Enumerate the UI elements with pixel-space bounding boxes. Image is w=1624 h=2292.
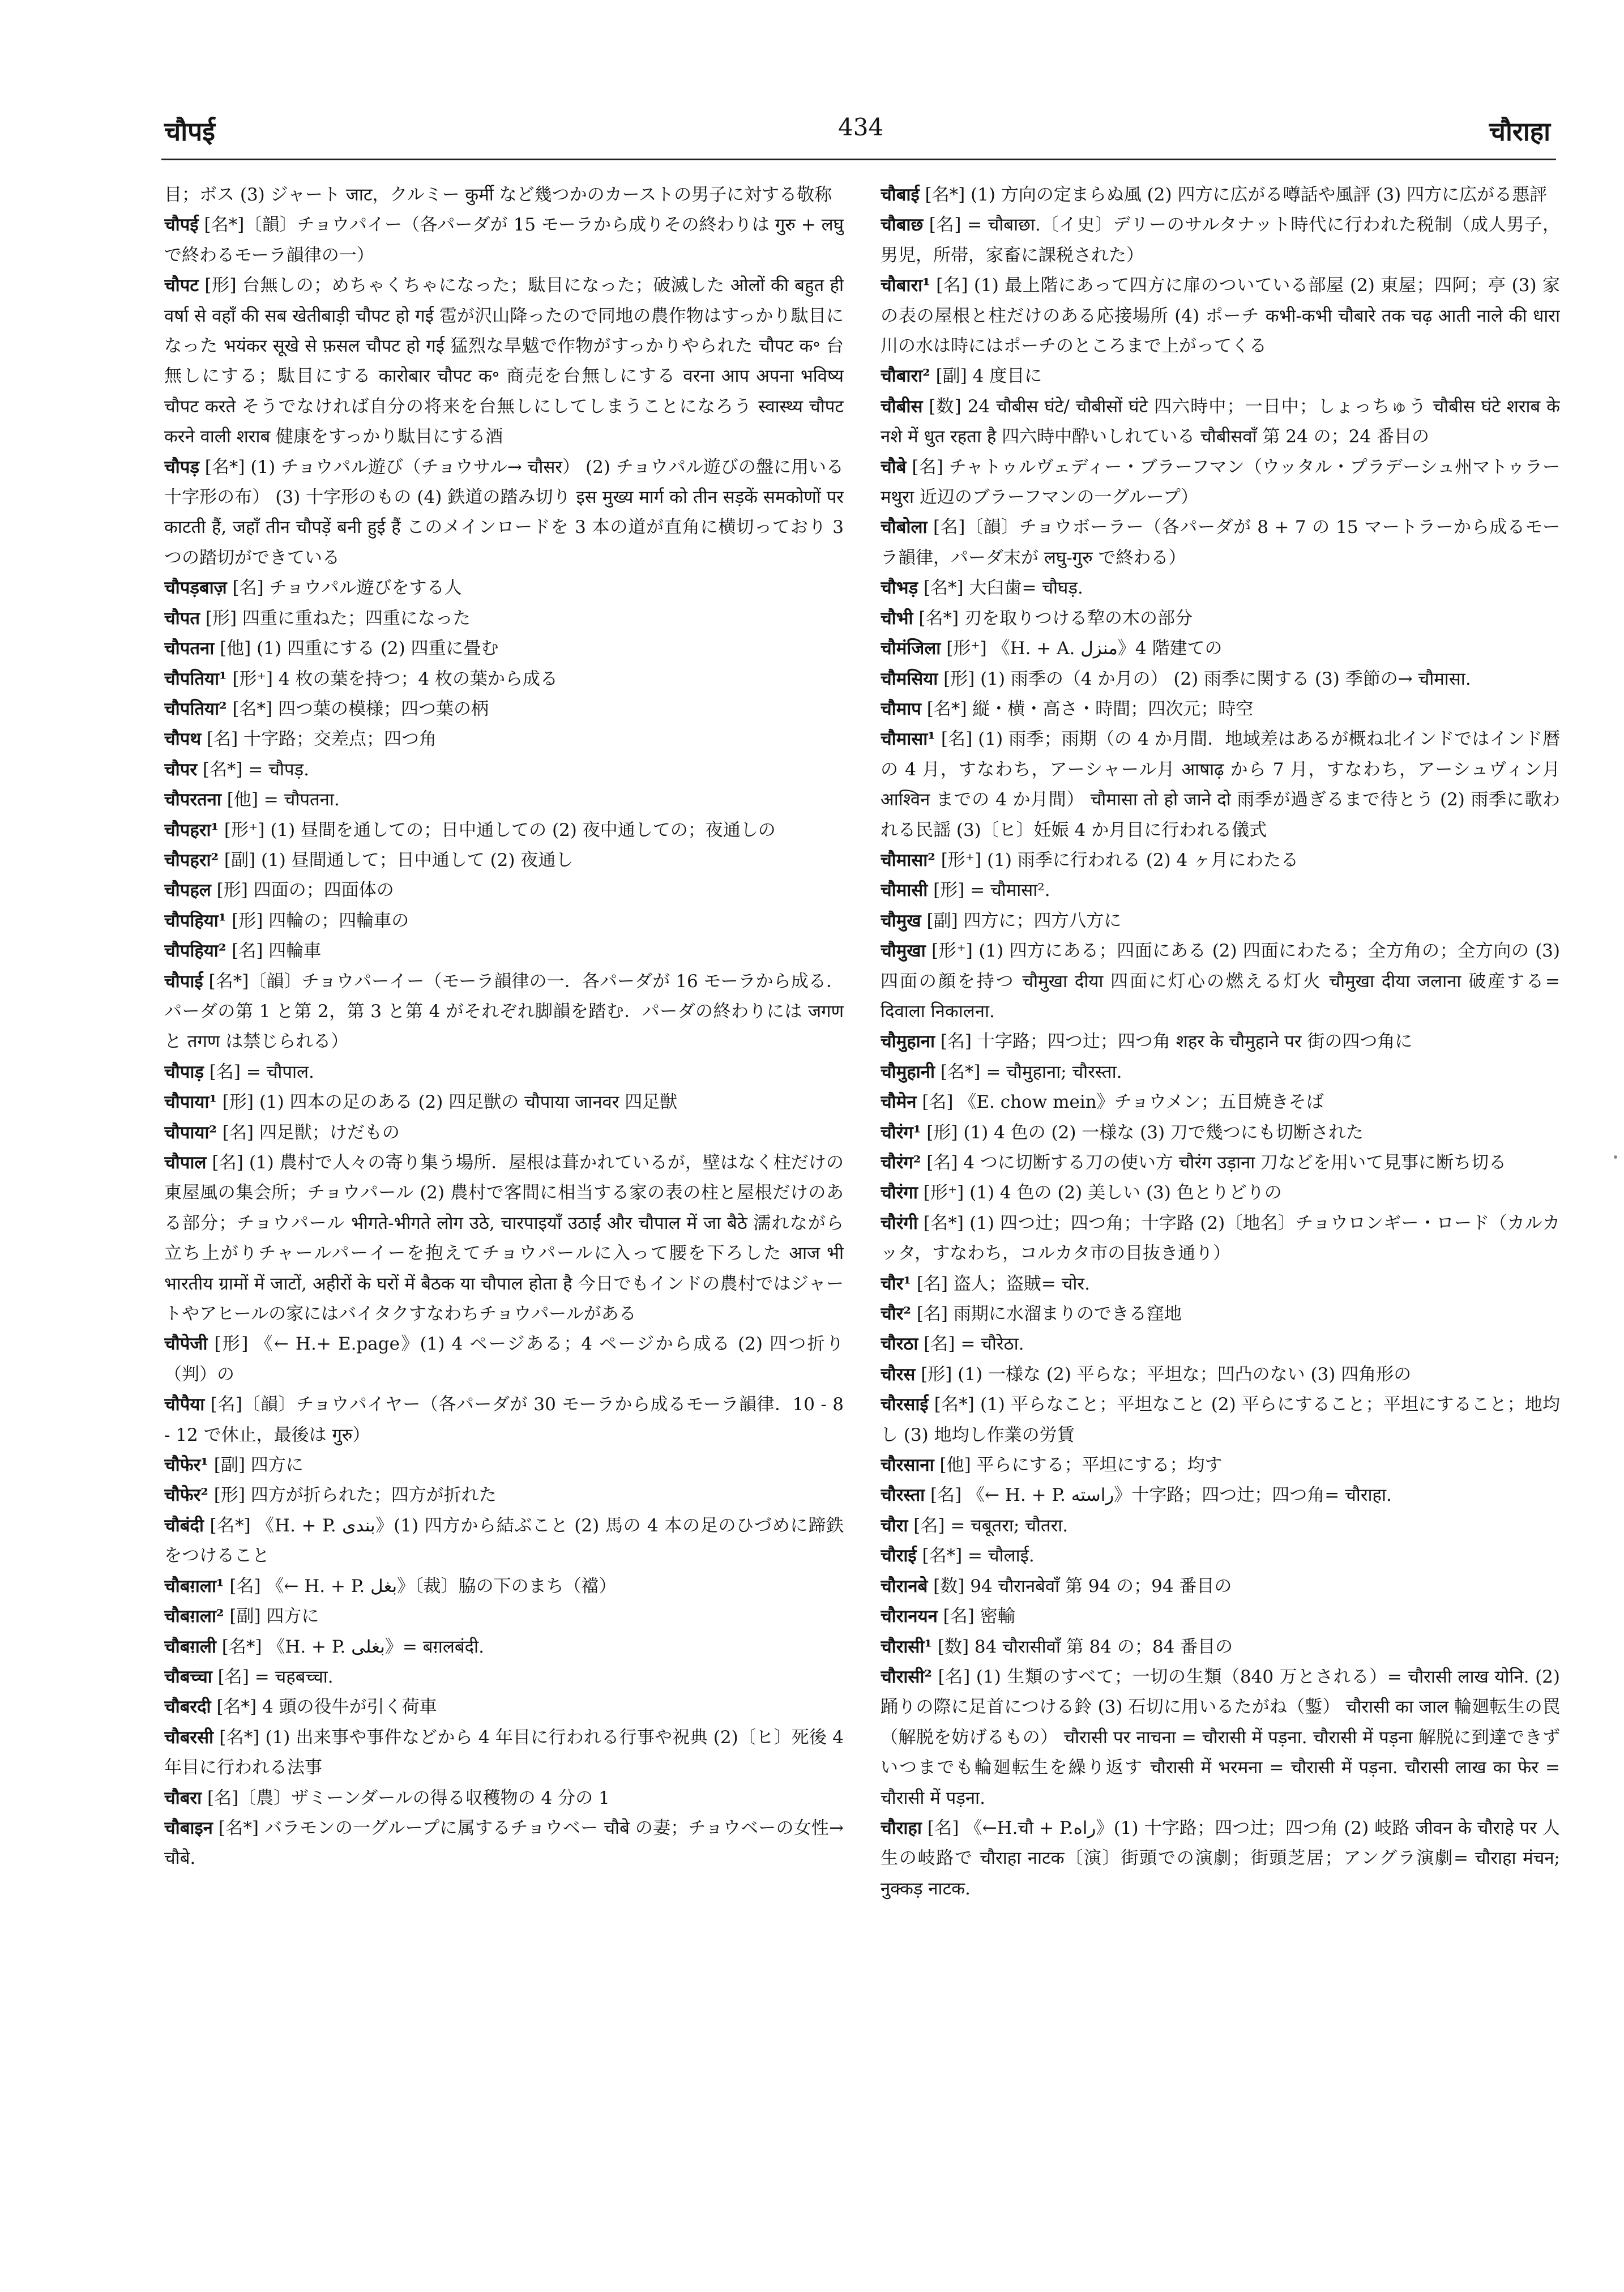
headword: चौमासा¹ [881,729,935,750]
dictionary-entry [881,936,1560,1027]
headword: चौरसाई [881,1394,929,1415]
headword: चौबाछ [881,215,924,236]
dictionary-entry [881,1209,1560,1269]
entry-definition: [副] 4 度目に [930,366,1042,387]
dictionary-entry [164,1723,844,1783]
headword: चौरंग¹ [881,1122,921,1143]
entry-definition: [形] = चौमासा². [928,880,1050,901]
headword: चौमेन [881,1092,917,1113]
headword: चौरंगी [881,1213,918,1234]
entry-definition: [名*] 《H. + P. بغلی》= बग़लबंदी. [216,1636,484,1657]
page-number: 434 [838,113,884,141]
dictionary-entry [164,1057,844,1087]
headword: चौपहल [164,880,211,901]
headword: चौबग़ला¹ [164,1576,224,1597]
dictionary-entry [164,785,844,815]
entry-definition: [名] 四足獣；けだもの [216,1122,400,1143]
entry-definition: [名] = चहबच्चा. [212,1666,334,1687]
entry-definition: [名*] (1) 出来事や事件などから 4 年目に行われる行事や祝典 (2)〔ヒ〕死後 4 年目に行われる法事 [164,1727,844,1778]
entry-definition: [名] 4 つに切断する刀の使い方 चौरंग उड़ाना 刀などを用いて見事に断ち切る [921,1153,1507,1173]
headword: चौपेजी [164,1334,208,1355]
dictionary-entry [164,1662,844,1692]
right-column [881,180,1560,2196]
dictionary-entry [164,967,844,1057]
entry-definition: [形] 四輪の；四輪車の [226,910,409,931]
headword: चौपहरा² [164,850,219,870]
headword: चौपहिया¹ [164,910,226,931]
headword: चौपरतना [164,789,221,810]
headword: चौपहिया² [164,941,226,962]
headword: चौराई [881,1546,917,1567]
dictionary-entry [881,906,1560,936]
headword: चौपर [164,759,198,780]
headword: चौरस्ता [881,1485,925,1506]
entry-definition: [名] 《←H.चौ + P.راه》(1) 十字路；四つ辻；四つ角 (2) 岐路 जीवन के चौराहे पर 人生の岐路で चौराहा नाटक〔演〕街頭での演劇；街頭芝居；アングラ演劇= चौराहा मंचन; नुक्कड़ नाटक. [881,1817,1560,1899]
right-entry-list [881,180,1560,1904]
dictionary-entry [881,664,1560,694]
entry-definition: [名]〔韻〕チョウボーラー（各パーダが 8 + 7 の 15 マートラーから成るモーラ韻律，パーダ末が लघु-गुरु で終わる） [881,517,1560,568]
entry-definition: [名*]〔韻〕チョウパーイー（モーラ韻律の一．各パーダが 16 モーラから成る．パーダの第 1 と第 2，第 3 と第 4 がそれぞれ脚韻を踏む．パーダの終わりには जगण と तगण は禁じられる） [164,971,844,1052]
headword: चौमसिया [881,668,938,689]
dictionary-entry [164,1632,844,1662]
entry-definition: [名] = चौरेठा. [918,1334,1024,1355]
headword: चौपाई [164,971,203,992]
dictionary-entry [881,1299,1560,1329]
entry-definition: [形] 四重に重ねた；四重になった [200,608,471,629]
left-entry-list [164,210,844,1873]
dictionary-entry [164,1602,844,1632]
left-guide-word: चौपई [164,116,215,147]
entry-definition: [名] 《← H. + P. بغل》〔裁〕脇の下のまち（襠） [224,1576,617,1597]
headword: चौपाया² [164,1122,217,1143]
headword: चौमुखा [881,941,926,962]
dictionary-entry [164,1572,844,1602]
dictionary-entry [881,1813,1560,1904]
headword: चौबंदी [164,1515,204,1536]
headword: चौरंग² [881,1153,921,1173]
headword: चौबे [881,456,907,477]
entry-definition: [数] 84 चौरासीवाँ 第 84 の；84 番目の [932,1636,1233,1657]
headword: चौपाल [164,1153,207,1173]
entry-definition: [形⁺] (1) 4 色の (2) 美しい (3) 色とりどりの [917,1183,1282,1203]
entry-definition: [形] (1) 四本の足のある (2) 四足獣の चौपाया जानवर 四足獣 [216,1092,678,1113]
dictionary-entry [881,1178,1560,1208]
entry-definition: [名*] = चौलाई. [916,1546,1035,1567]
headword: चौपथ [164,729,202,750]
headword: चौबारा¹ [881,275,930,296]
dictionary-entry [164,936,844,966]
entry-definition: [他] = चौपतना. [221,789,340,810]
dictionary-entry [881,1329,1560,1359]
dictionary-entry [881,694,1560,724]
entry-definition: [名*] 《H. + P. بندی》(1) 四方から結ぶこと (2) 馬の 4 本の足のひづめに蹄鉄をつけること [164,1515,844,1567]
entry-definition: [名*] (1) 平らなこと；平坦なこと (2) 平らにすること；平坦にすること；地均し (3) 地均し作業の労賃 [881,1394,1560,1445]
headword: चौरस [881,1364,916,1385]
entry-definition: [名] (1) 最上階にあって四方に扉のついている部屋 (2) 東屋；四阿；亭 (3) 家の表の屋根と柱だけのある応接場所 (4) ポーチ कभी-कभी चौबारे तक चढ़ आती नाले की धारा 川の水は時にはポーチのところまで上がってくる [881,275,1560,357]
entry-definition: [副] 四方に [224,1606,319,1627]
entry-definition: [名] = चौपाल. [203,1061,314,1082]
entry-definition: [他] 平らにする；平坦にする；均す [934,1455,1223,1476]
headword: चौबाई [881,185,920,205]
entry-definition: [名] = चौबाछा.〔イ史〕デリーのサルタナット時代に行われた税制（成人男子，男児，所帯，家畜に課税された） [881,215,1560,266]
dictionary-entry [164,453,844,574]
entry-definition: [名] = चबूतरा; चौतरा. [908,1515,1069,1536]
dictionary-entry [881,1480,1560,1510]
entry-definition: [名*] 大臼歯= चौघड़. [918,578,1083,599]
entry-definition: [形⁺] 《H. + A. منزل》4 階建ての [941,638,1223,659]
entry-definition: [名] 密輸 [937,1606,1015,1627]
headword: चौमुहाना [881,1031,935,1052]
headword: चौरठा [881,1334,918,1355]
dictionary-entry [164,1783,844,1813]
entry-definition: [数] 94 चौरानबेवाँ 第 94 の；94 番目の [928,1576,1232,1597]
headword: चौमुहानी [881,1061,935,1082]
entry-definition: [他] (1) 四重にする (2) 四重に畳む [214,638,499,659]
entry-definition: [名] 盗人；盗賊= चोर. [911,1273,1090,1294]
entry-definition: [名*] (1) チョウパル遊び（チョウサル→ चौसर） (2) チョウパル遊びの盤に用いる十字形の布） (3) 十字形のもの (4) 鉄道の踏み切り इस मुख्य मार्ग को तीन सड़कें समकोणों पर काटती हैं, जहाँ तीन चौपड़ें बनी हुई हैं このメインロードを 3 本の道が直角に横切っており 3 つの踏切ができている [164,456,844,568]
dictionary-entry [881,1148,1560,1178]
headword: चौबग़ली [164,1636,216,1657]
entry-definition: [名]〔韻〕チョウパイヤー（各パーダが 30 モーラから成るモーラ韻律．10 - 8 - 12 で休止，最後は गुरु） [164,1394,844,1445]
headword: चौपट [164,275,199,296]
entry-definition: [名] (1) 雨季；雨期（の 4 か月間．地域差はあるが概ね北インドではインド暦の 4 月，すなわち，アーシャール月 आषाढ़ から 7 月，すなわち，アーシュヴィン月 आश्विन までの 4 か月間） चौमासा तो हो जाने दो 雨季が過ぎるまで待とう (2) 雨季に歌われる民謡 (3)〔ヒ〕妊娠 4 か月目に行われる儀式 [881,729,1560,840]
entry-definition: [名*] (1) 方向の定まらぬ風 (2) 四方に広がる噂話や風評 (3) 四方に広がる悪評 [919,185,1548,205]
dictionary-entry [164,664,844,694]
dictionary-entry [881,180,1560,210]
header-rule [161,159,1556,160]
entry-definition: [形] 《← H.+ E.page》(1) 4 ページある；4 ページから成る (2) 四つ折り（判）の [164,1334,844,1385]
dictionary-entry [881,1057,1560,1087]
entry-definition: [形] 四方が折られた；四方が折れた [208,1485,497,1506]
headword: चौपत [164,608,200,629]
dictionary-entry [881,604,1560,634]
entry-definition: [名*] 刃を取りつける犂の木の部分 [913,608,1193,629]
entry-definition: [名] 十字路；交差点；四つ角 [201,729,437,750]
entry-definition: [名*] 縦・横・高さ・時間；四次元；時空 [921,698,1254,719]
dictionary-entry [881,453,1560,513]
headword: चौबग़ला² [164,1606,224,1627]
dictionary-entry [164,816,844,846]
dictionary-entry [164,634,844,664]
entry-definition: [形⁺] (1) 雨季に行われる (2) 4 ヶ月にわたる [935,850,1299,870]
scan-speck [1614,1155,1617,1159]
entry-definition: [名] 雨期に水溜まりのできる窪地 [911,1304,1182,1325]
entry-definition: [名*] = चौपड़. [197,759,310,780]
entry-definition: [形⁺] (1) 昼間を通しての；日中通しての (2) 夜中通しての；夜通しの [219,820,776,840]
entry-definition: [副] 四方に；四方八方に [921,910,1122,931]
headword: चौपतना [164,638,215,659]
entry-definition: [名*] (1) 四つ辻；四つ角；十字路 (2)〔地名〕チョウロンギー・ロード（カルカッタ，すなわち，コルカタ市の目抜き通り） [881,1213,1560,1264]
continued-entry-text: 目；ボス (3) ジャート जाट，クルミー कुर्मी など幾つかのカーストの男子に対する敬称 [164,185,832,205]
dictionary-entry [164,271,844,452]
dictionary-entry [881,846,1560,876]
dictionary-entry [881,1662,1560,1813]
entry-definition: [名] チョウパル遊びをする人 [226,578,462,599]
entry-definition: [名*]〔韻〕チョウパイー（各パーダが 15 モーラから成りその終わりは गुरु + लघु で終わるモーラ韻律の一） [164,215,844,266]
dictionary-entry [164,1087,844,1117]
dictionary-entry [164,694,844,724]
dictionary-entry [881,1390,1560,1450]
headword: चौपतिया¹ [164,668,227,689]
dictionary-entry [164,1511,844,1572]
dictionary-entry [881,1087,1560,1117]
headword: चौफेर¹ [164,1455,208,1476]
dictionary-entry [881,1027,1560,1057]
dictionary-entry [881,724,1560,846]
dictionary-entry [881,1632,1560,1662]
dictionary-entry [881,513,1560,573]
left-column [164,180,844,2196]
dictionary-entry [164,1390,844,1450]
entry-definition: [名*] バラモンの一グループに属するチョウベー चौबे の妻；チョウベーの女性→ चौबे. [164,1817,844,1869]
dictionary-entry [164,1450,844,1480]
dictionary-entry [164,1148,844,1329]
entry-definition: [形] (1) 雨季の（4 か月の） (2) 雨季に関する (3) 季節の→ चौमासा. [938,668,1471,689]
headword: चौपहरा¹ [164,820,219,840]
headword: चौबरदी [164,1697,211,1718]
dictionary-entry [881,361,1560,391]
right-guide-word: चौराहा [1489,116,1550,147]
dictionary-entry [881,210,1560,271]
entry-definition: [名] (1) 農村で人々の寄り集う場所．屋根は葺かれているが，壁はなく柱だけの東屋風の集会所；チョウパール (2) 農村で客間に相当する家の表の柱と屋根だけのある部分；チョウパール भीगते-भीगते लोग उठे, चारपाइयाँ उठाईं और चौपाल में जा बैठे 濡れながら立ち上がりチャールパーイーを抱えてチョウパールに入って腰を下ろした आज भी भारतीय ग्रामों में जाटों, अहीरों के घरों में बैठक या चौपाल होता है 今日でもインドの農村ではジャートやアヒールの家にはバイタクすなわちチョウパールがある [164,1153,844,1325]
headword: चौरसाना [881,1455,934,1476]
entry-definition: [形] (1) 一様な (2) 平らな；平坦な；凹凸のない (3) 四角形の [915,1364,1412,1385]
dictionary-entry [164,1118,844,1148]
entry-definition: [名] 《← H. + P. راسته》十字路；四つ辻；四つ角= चौराहा. [925,1485,1392,1506]
dictionary-entry [164,906,844,936]
dictionary-entry [164,1813,844,1874]
dictionary-entry [164,573,844,603]
entry-definition: [形⁺] (1) 四方にある；四面にある (2) 四面にわたる；全方角の；全方向の (3) 四面の顔を持つ चौमुखा दीया 四面に灯心の燃える灯火 चौमुखा दीया जलाना 破産する= दिवाला निकालना. [881,941,1560,1022]
headword: चौबच्चा [164,1666,212,1687]
entry-definition: [名] 十字路；四つ辻；四つ角 शहर के चौमुहाने पर 街の四つ角に [934,1031,1413,1052]
entry-definition: [名*] 4 頭の役牛が引く荷車 [211,1697,437,1718]
dictionary-entry [881,634,1560,664]
dictionary-entry [164,846,844,876]
headword: चौमासी [881,880,928,901]
dictionary-entry [881,1269,1560,1299]
dictionary-entry [164,724,844,754]
headword: चौबोला [881,517,928,538]
entry-definition: [名] 《E. chow mein》チョウメン；五目焼きそば [916,1092,1324,1113]
dictionary-entry [881,1511,1560,1541]
headword: चौमाप [881,698,921,719]
dictionary-entry [881,1541,1560,1571]
entry-definition: [名] 四輪車 [226,941,322,962]
entry-definition: [名] (1) 生類のすべて；一切の生類（840 万とされる）= चौरासी लाख योनि. (2) 踊りの際に足首につける鈴 (3) 石切に用いるたがね（鏨） चौरासी का जाल 輪廻転生の罠（解脱を妨げるもの） चौरासी पर नाचना = चौरासी में पड़ना. चौरासी में पड़ना 解脱に到達できずいつまでも輪廻転生を繰り返す चौरासी में भरमना = चौरासी में पड़ना. चौरासी लाख का फेर = चौरासी में पड़ना. [881,1666,1560,1808]
entry-definition: [名*] = चौमुहाना; चौरस्ता. [934,1061,1122,1082]
headword: चौभी [881,608,913,629]
headword: चौबाइन [164,1817,213,1838]
headword: चौरासी¹ [881,1636,932,1657]
headword: चौर² [881,1304,911,1325]
entry-definition: [副] (1) 昼間通して；日中通して (2) 夜通し [219,850,574,870]
headword: चौबारा² [881,366,930,387]
headword: चौमुख [881,910,921,931]
dictionary-entry [164,1329,844,1390]
dictionary-entry [881,271,1560,361]
headword: चौपई [164,215,199,236]
headword: चौपड़ [164,456,199,477]
dictionary-entry [164,755,844,785]
dictionary-entry [881,1572,1560,1602]
dictionary-entry [164,1692,844,1722]
headword: चौरा [881,1515,908,1536]
headword: चौमंजिला [881,638,941,659]
entry-definition: [形] 台無しの；めちゃくちゃになった；駄目になった；破滅した ओलों की बहुत ही वर्षा से वहाँ की सब खेतीबाड़ी चौपट हो गई 雹が沢山降ったので同地の農作物はすっかり駄目になった भयंकर सूखे से फ़सल चौपट हो गई 猛烈な旱魃で作物がすっかりやられた चौपट क॰ 台無しにする；駄目にする कारोबार चौपट क॰ 商売を台無しにする वरना आप अपना भविष्य चौपट करते そうでなければ自分の将来を台無しにしてしまうことになろう स्वास्थ्य चौपट करने वाली शराब 健康をすっかり駄目にする酒 [164,275,844,447]
headword: चौबरा [164,1787,202,1808]
dictionary-entry [881,392,1560,453]
dictionary-entry [164,876,844,906]
entry-definition: [形] (1) 4 色の (2) 一様な (3) 刀で幾つにも切断された [921,1122,1364,1143]
headword: चौपैया [164,1394,205,1415]
entry-definition: [数] 24 चौबीस घंटे/ चौबीसों घंटे 四六時中；一日中；しょっちゅう चौबीस घंटे शराब के नशे में धुत रहता है 四六時中酔いしれている चौबीसवाँ 第 24 の；24 番目の [881,396,1560,447]
dictionary-entry [881,1450,1560,1480]
headword: चौरानयन [881,1606,938,1627]
headword: चौपड़बाज़ [164,578,227,599]
headword: चौराहा [881,1817,922,1838]
dictionary-entry [164,604,844,634]
entry-definition: [名]〔農〕ザミーンダールの得る収穫物の 4 分の 1 [202,1787,610,1808]
headword: चौभड़ [881,578,918,599]
headword: चौपाया¹ [164,1092,217,1113]
entry-definition: [名*] 四つ葉の模様；四つ葉の柄 [226,698,489,719]
dictionary-entry [881,1360,1560,1390]
headword: चौपाड़ [164,1061,204,1082]
headword: चौमासा² [881,850,935,870]
dictionary-entry [881,876,1560,906]
dictionary-entry [164,1480,844,1510]
headword: चौफेर² [164,1485,208,1506]
dictionary-entry [164,210,844,271]
headword: चौबरसी [164,1727,214,1748]
dictionary-entry [881,1602,1560,1632]
entry-definition: [副] 四方に [208,1455,304,1476]
headword: चौरंगा [881,1183,918,1203]
headword: चौर¹ [881,1273,911,1294]
entry-definition: [形⁺] 4 枚の葉を持つ；4 枚の葉から成る [226,668,558,689]
headword: चौपतिया² [164,698,227,719]
headword: चौबीस [881,396,923,417]
dictionary-entry [881,573,1560,603]
headword: चौरासी² [881,1666,932,1687]
dictionary-entry [881,1118,1560,1148]
headword: चौरानबे [881,1576,928,1597]
entry-definition: [形] 四面の；四面体の [211,880,394,901]
entry-definition: [名] チャトゥルヴェディー・ブラーフマン（ウッタル・プラデーシュ州マトゥラー मथुरा 近辺のブラーフマンの一グループ） [881,456,1560,508]
